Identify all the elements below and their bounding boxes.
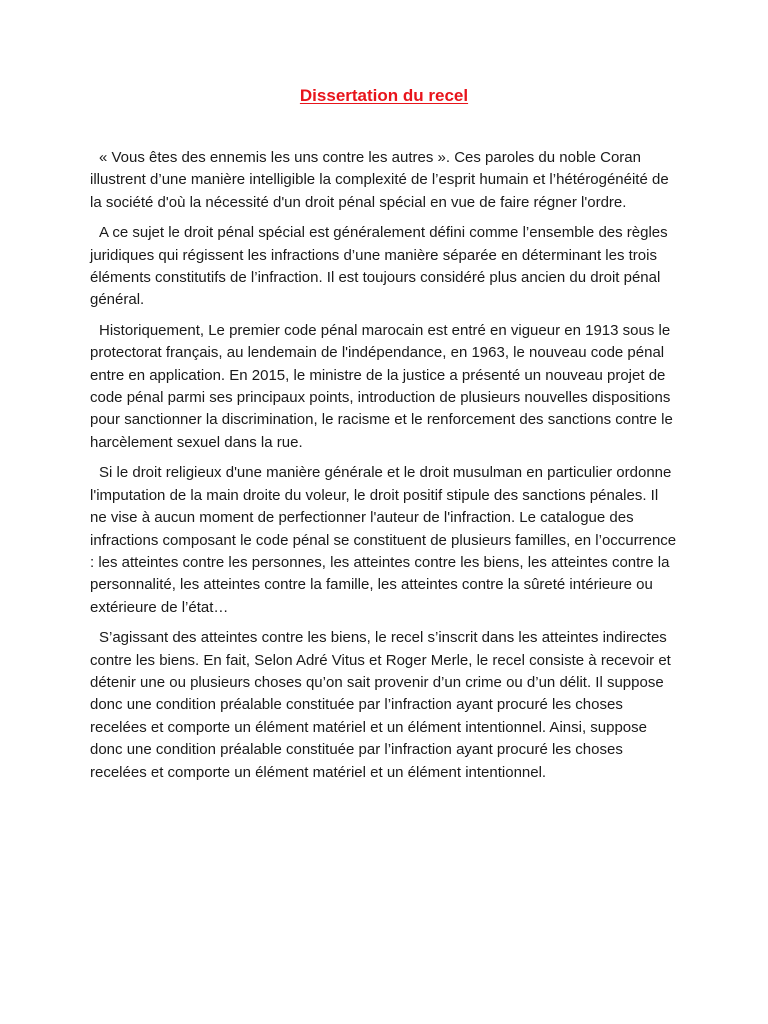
paragraph: A ce sujet le droit pénal spécial est généralement défini comme l’ensemble des règles juridiques qui régissent les infractions d’une manière séparée en déterminant les trois éléments constitutifs de l’infraction. Il est toujours considéré plus ancien du droit pénal général. [90, 224, 668, 309]
paragraph: « Vous êtes des ennemis les uns contre les autres ». Ces paroles du noble Coran illustrent d’une manière intelligible la complexité de l’esprit humain et l’hétérogénéité de la société d'où la nécessité d'un droit pénal spécial en vue de faire régner l'ordre. [90, 149, 669, 211]
document-title: Dissertation du recel [299, 86, 469, 105]
document-body [90, 147, 678, 792]
paragraph: Si le droit religieux d'une manière générale et le droit musulman en particulier ordonne l'imputation de la main droite du voleur, le droit positif stipule des sanctions pénales. Il ne vise à aucun moment de perfectionner l'auteur de l'infraction. Le catalogue des infractions composant le code pénal se constituent de plusieurs familles, en l’occurrence : les atteintes contre les personnes, les atteintes contre les biens, les atteintes contre la personnalité, les atteintes contre la famille, les atteintes contre la sûreté intérieure ou extérieure de l’état… [90, 464, 677, 616]
paragraph: S’agissant des atteintes contre les biens, le recel s’inscrit dans les atteintes indirectes contre les biens. En fait, Selon Adré Vitus et Roger Merle, le recel consiste à recevoir et détenir une ou plusieurs choses qu’on sait provenir d’un crime ou d’un délit. Il suppose donc une condition préalable constituée par l’infraction ayant procuré les choses recelées et comporte un élément matériel et un élément intentionnel. Ainsi, suppose donc une condition préalable constituée par l’infraction ayant procuré les choses recelées et comporte un élément matériel et un élément intentionnel. [90, 629, 671, 781]
paragraph: Historiquement, Le premier code pénal marocain est entré en vigueur en 1913 sous le protectorat français, au lendemain de l'indépendance, en 1963, le nouveau code pénal entre en application. En 2015, le ministre de la justice a présenté un nouveau projet de code pénal parmi ses principaux points, introduction de plusieurs nouvelles dispositions pour sanctionner la discrimination, le racisme et le renforcement des sanctions contre le harcèlement sexuel dans la rue. [90, 321, 673, 451]
